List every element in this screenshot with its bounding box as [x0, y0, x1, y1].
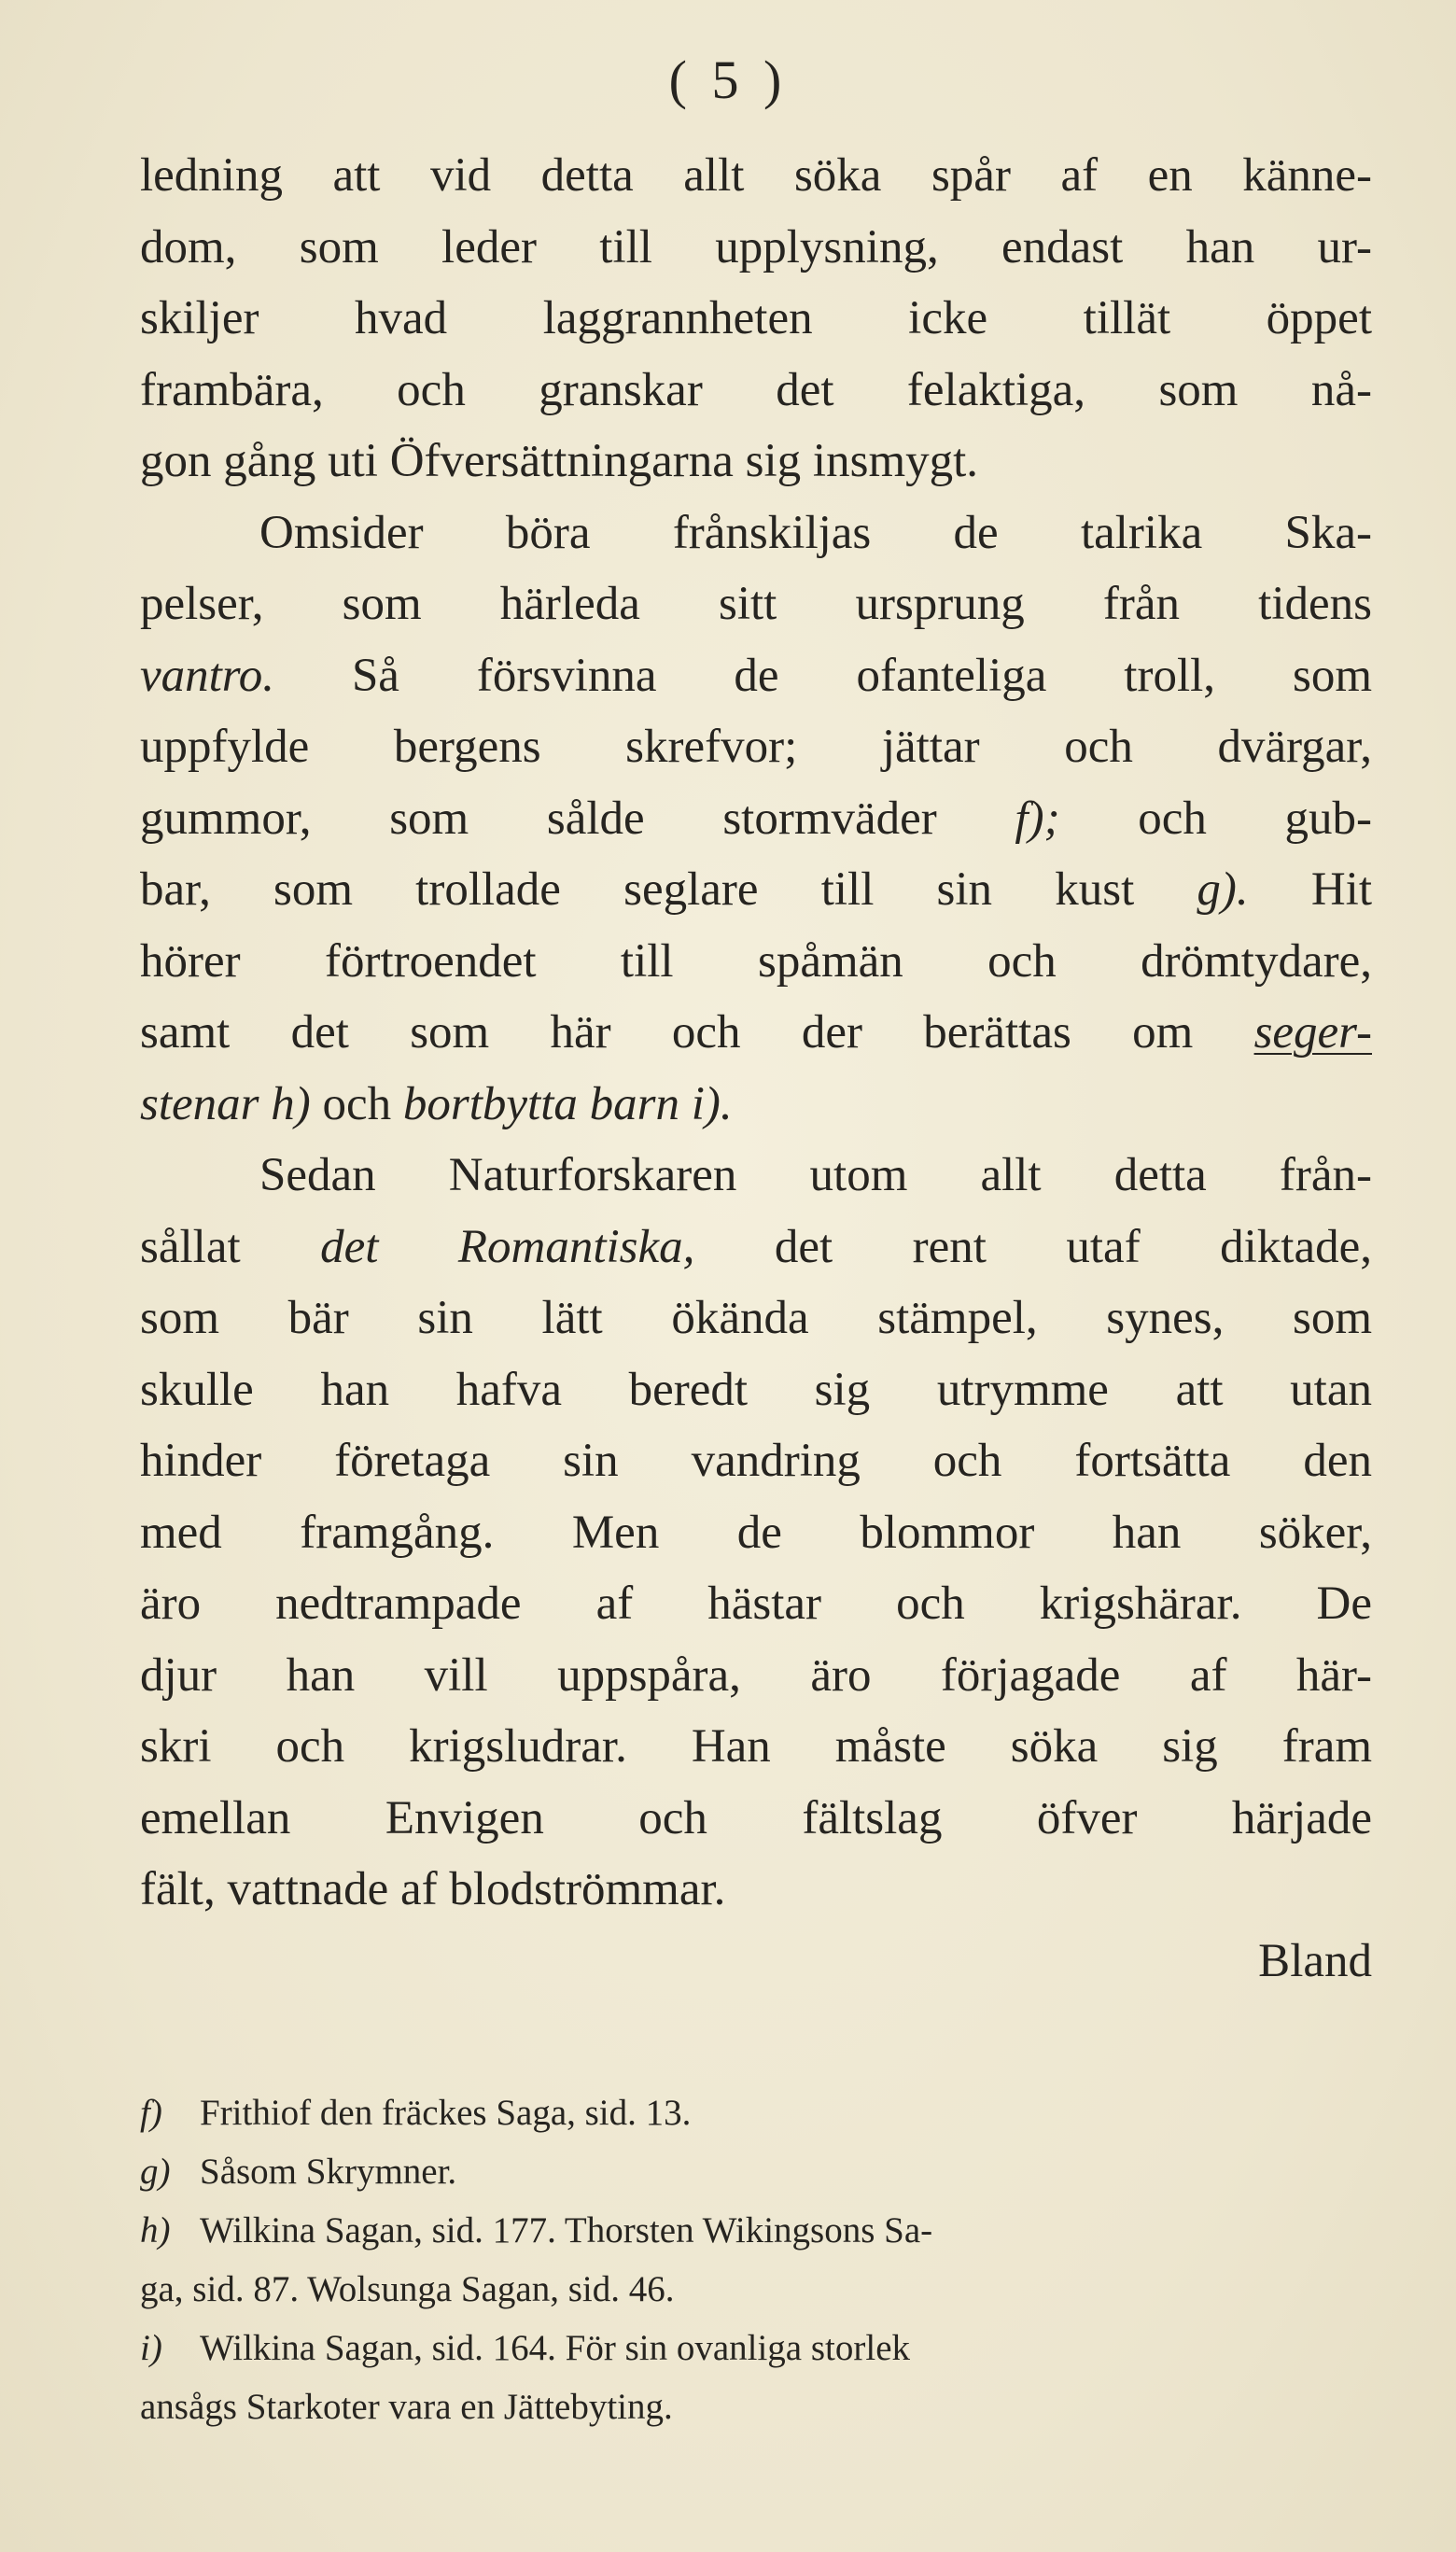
- page-number: ( 5 ): [668, 49, 788, 110]
- main-text: [140, 140, 1372, 1997]
- text-line: hörer förtroendet till spåmän och drömtydare,: [140, 934, 1372, 988]
- text-span: bar, som trollade seglare till sin kust: [140, 863, 1197, 916]
- footnote: [140, 2083, 1381, 2142]
- italic-word: vantro.: [140, 649, 275, 702]
- text-span: Så försvinna de ofanteliga troll, som: [274, 649, 1372, 702]
- footnote-continuation: ga, sid. 87. Wolsunga Sagan, sid. 46.: [140, 2269, 675, 2309]
- text-line: [140, 783, 1372, 855]
- footnote: [140, 2319, 1381, 2377]
- text-line: djur han vill uppspåra, äro förjagade af här-: [140, 1648, 1372, 1702]
- text-line: som bär sin lätt ökända stämpel, synes, som: [140, 1292, 1372, 1344]
- catchword: Bland: [1258, 1934, 1372, 1987]
- footnote: [140, 2201, 1381, 2260]
- text-line: pelser, som härleda sitt ursprung från tidens: [140, 578, 1372, 630]
- footnote-text: Wilkina Sagan, sid. 164. För sin ovanliga storlek: [200, 2328, 911, 2368]
- footnote-marker: g): [140, 2152, 171, 2192]
- text-line: skulle han hafva beredt sig utrymme att utan: [140, 1363, 1372, 1416]
- text-line: Sedan Naturforskaren utom allt detta från-: [259, 1149, 1372, 1201]
- text-line: skri och krigsludrar. Han måste söka sig fram: [140, 1720, 1372, 1773]
- footnote-marker: i): [140, 2328, 162, 2368]
- footnotes: [140, 2083, 1381, 2436]
- text-line: med framgång. Men de blommor han söker,: [140, 1506, 1372, 1559]
- text-line: Omsider böra frånskiljas de talrika Ska-: [259, 506, 1372, 559]
- italic-word: det Romantiska,: [320, 1220, 695, 1273]
- text-line: [140, 1212, 1372, 1283]
- text-line: [140, 640, 1372, 712]
- footnote-text: Wilkina Sagan, sid. 177. Thorsten Wikingsons Sa-: [200, 2210, 933, 2251]
- italic-word: seger-: [1253, 1006, 1372, 1059]
- text-line: äro nedtrampade af hästar och krigshärar. De: [140, 1577, 1372, 1630]
- text-line: [140, 997, 1372, 1069]
- text-span: och gub-: [1059, 792, 1373, 845]
- footnote-ref: f);: [1015, 792, 1060, 845]
- text-line: [140, 1069, 1372, 1141]
- footnote-continuation: ansågs Starkoter vara en Jättebyting.: [140, 2387, 673, 2427]
- text-span: det rent utaf diktade,: [694, 1220, 1372, 1273]
- text-line: gon gång uti Öfversättningarna sig insmygt.: [140, 435, 979, 487]
- text-line: uppfylde bergens skrefvor; jättar och dvärgar,: [140, 721, 1372, 773]
- text-span: Hit: [1248, 863, 1372, 916]
- footnote-text: Såsom Skrymner.: [200, 2152, 457, 2192]
- footnote-marker: f): [140, 2093, 162, 2133]
- text-span: samt det som här och der berättas om: [140, 1006, 1254, 1059]
- text-line: fält, vattnade af blodströmmar.: [140, 1863, 726, 1915]
- footnote-text: Frithiof den fräckes Saga, sid. 13.: [200, 2093, 692, 2133]
- italic-word: bortbytta barn i).: [402, 1077, 733, 1130]
- text-line: ledning att vid detta allt söka spår af en känne-: [140, 149, 1372, 202]
- text-line: skiljer hvad laggrannheten icke tillät öppet: [140, 292, 1372, 344]
- footnote: [140, 2142, 1381, 2201]
- text-line: emellan Envigen och fältslag öfver härjade: [140, 1791, 1372, 1844]
- text-span: och: [310, 1077, 403, 1130]
- text-line: hinder företaga sin vandring och fortsätta den: [140, 1435, 1372, 1487]
- text-line: [140, 854, 1372, 926]
- footnote-marker: h): [140, 2210, 171, 2251]
- text-line: frambära, och granskar det felaktiga, som nå-: [140, 363, 1372, 416]
- text-span: sållat: [140, 1220, 321, 1273]
- italic-word: stenar h): [140, 1077, 311, 1130]
- footnote-ref: g).: [1197, 863, 1249, 916]
- text-line: dom, som leder till upplysning, endast han ur-: [140, 220, 1372, 273]
- text-span: gummor, som sålde stormväder: [140, 792, 1015, 845]
